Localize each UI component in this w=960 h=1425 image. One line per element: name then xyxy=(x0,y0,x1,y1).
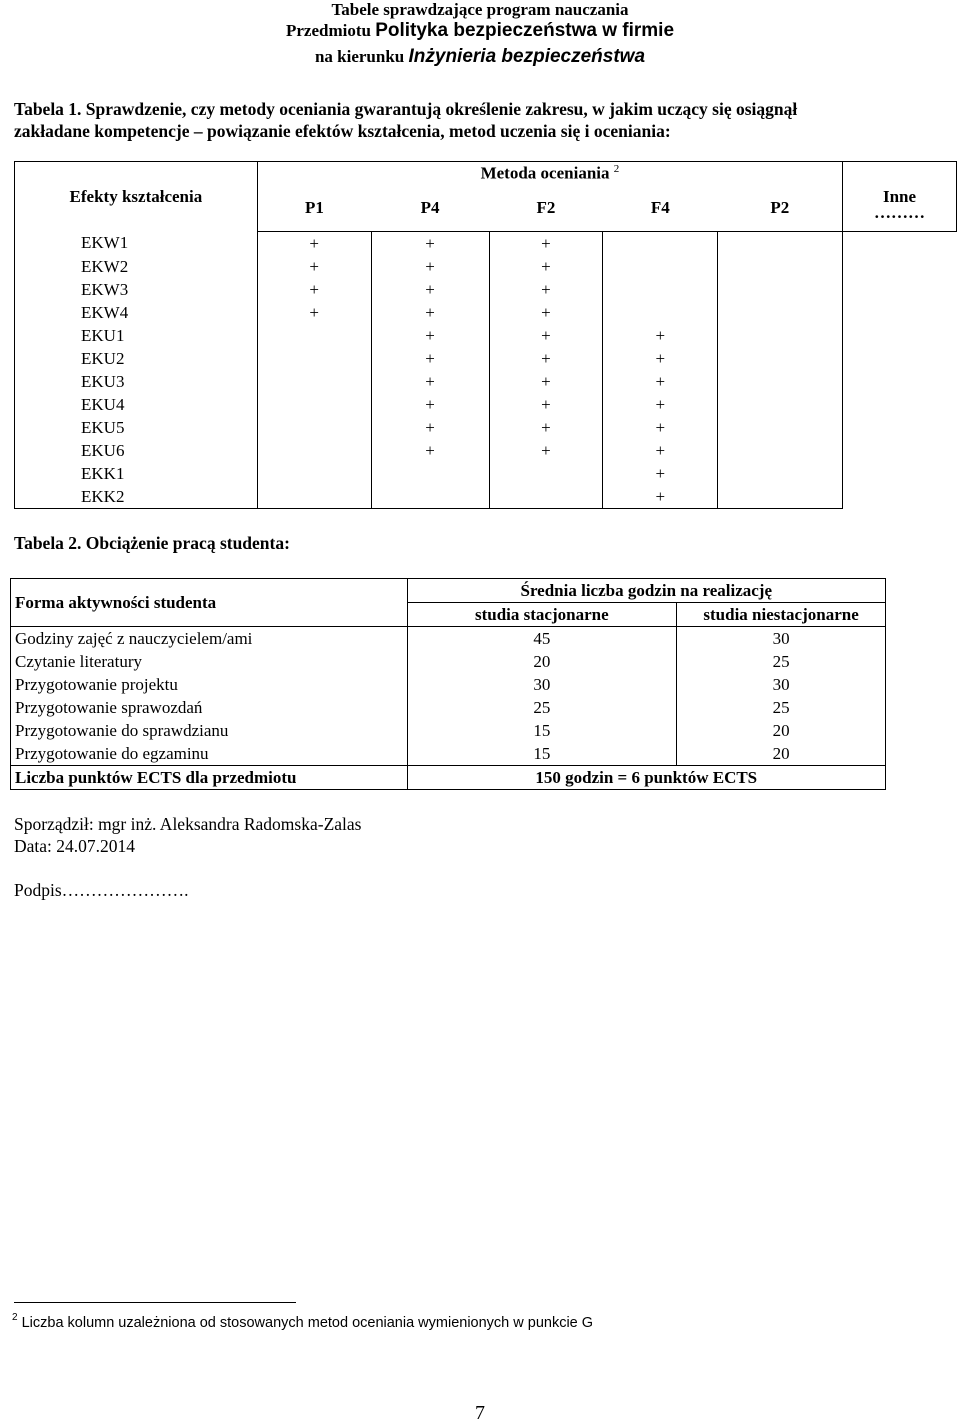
document-title: Tabele sprawdzające program nauczania xyxy=(331,0,629,19)
full-time-hours: 15 xyxy=(407,742,677,766)
method-mark: + xyxy=(489,278,603,301)
effect-row xyxy=(15,324,957,347)
full-time-hours: 30 xyxy=(407,673,677,696)
part-time-hours: 25 xyxy=(677,696,886,719)
method-header: P1 xyxy=(257,186,371,232)
part-time-hours: 30 xyxy=(677,673,886,696)
activity-label: Godziny zajęć z nauczycielem/ami xyxy=(11,627,408,651)
form-header: Forma aktywności studenta xyxy=(11,579,408,627)
assessment-methods-table xyxy=(14,161,957,509)
method-mark: + xyxy=(603,439,718,462)
method-mark xyxy=(603,255,718,278)
method-mark xyxy=(603,278,718,301)
method-mark: + xyxy=(257,301,371,324)
method-header: P2 xyxy=(718,186,843,232)
method-mark: + xyxy=(603,324,718,347)
full-time-header: studia stacjonarne xyxy=(407,603,677,627)
effect-row xyxy=(15,347,957,370)
method-group-header xyxy=(257,162,842,186)
table1-caption xyxy=(14,98,949,142)
method-mark: + xyxy=(603,370,718,393)
method-mark xyxy=(718,347,843,370)
date: Data: 24.07.2014 xyxy=(14,836,136,856)
effect-label: EKU1 xyxy=(15,324,258,347)
method-mark xyxy=(718,416,843,439)
method-mark: + xyxy=(489,370,603,393)
effect-row xyxy=(15,278,957,301)
part-time-hours: 25 xyxy=(677,650,886,673)
footnote-separator xyxy=(14,1302,296,1303)
footnote-text: Liczba kolumn uzależniona od stosowanych metod oceniania wymienionych w punkcie G xyxy=(21,1315,594,1331)
effect-row xyxy=(15,439,957,462)
method-mark: + xyxy=(489,324,603,347)
footnote xyxy=(12,1312,594,1331)
footnote-mark: 2 xyxy=(12,1312,18,1323)
method-mark xyxy=(371,485,489,509)
method-mark xyxy=(718,439,843,462)
method-mark xyxy=(718,232,843,256)
other-dots: ……… xyxy=(874,203,926,222)
field-line xyxy=(0,46,960,68)
hours-group-header: Średnia liczba godzin na realizację xyxy=(407,579,886,603)
method-header: F4 xyxy=(603,186,718,232)
method-group-label: Metoda oceniania xyxy=(480,164,610,184)
method-mark: + xyxy=(371,278,489,301)
prepared-by: Sporządził: mgr inż. Aleksandra Radomska-Zalas xyxy=(14,814,362,834)
page-number: 7 xyxy=(475,1402,485,1424)
method-mark xyxy=(718,255,843,278)
activity-label: Przygotowanie projektu xyxy=(11,673,408,696)
effect-label: EKK1 xyxy=(15,462,258,485)
full-time-hours: 20 xyxy=(407,650,677,673)
method-mark xyxy=(371,462,489,485)
method-mark: + xyxy=(371,324,489,347)
method-header: F2 xyxy=(489,186,603,232)
method-mark: + xyxy=(371,232,489,256)
activity-row xyxy=(11,719,886,742)
effect-label: EKU4 xyxy=(15,393,258,416)
activity-row xyxy=(11,627,886,651)
method-mark: + xyxy=(603,485,718,509)
workload-table xyxy=(10,578,886,790)
effect-label: EKW4 xyxy=(15,301,258,324)
method-mark xyxy=(603,301,718,324)
subject-prefix: Przedmiotu xyxy=(285,21,371,40)
method-mark: + xyxy=(603,462,718,485)
activity-row xyxy=(11,673,886,696)
subject-name: Polityka bezpieczeństwa w firmie xyxy=(375,20,675,41)
ects-total-label: Liczba punktów ECTS dla przedmiotu xyxy=(11,766,408,790)
method-mark xyxy=(489,462,603,485)
part-time-header: studia niestacjonarne xyxy=(677,603,886,627)
method-mark: + xyxy=(489,301,603,324)
method-mark xyxy=(603,232,718,256)
full-time-hours: 15 xyxy=(407,719,677,742)
activity-row xyxy=(11,696,886,719)
effect-row xyxy=(15,301,957,324)
method-mark: + xyxy=(489,393,603,416)
method-mark xyxy=(718,278,843,301)
method-mark: + xyxy=(489,255,603,278)
effects-header: Efekty kształcenia xyxy=(15,162,258,232)
method-mark xyxy=(718,324,843,347)
method-mark: + xyxy=(489,439,603,462)
effect-row xyxy=(15,232,957,256)
effect-row xyxy=(15,370,957,393)
method-mark xyxy=(257,324,371,347)
method-mark: + xyxy=(371,370,489,393)
method-mark: + xyxy=(489,347,603,370)
effect-label: EKU2 xyxy=(15,347,258,370)
field-prefix: na kierunku xyxy=(314,47,405,66)
effect-row xyxy=(15,485,957,509)
method-mark: + xyxy=(489,416,603,439)
activity-label: Przygotowanie sprawozdań xyxy=(11,696,408,719)
method-mark: + xyxy=(603,347,718,370)
effect-label: EKW2 xyxy=(15,255,258,278)
method-mark: + xyxy=(257,232,371,256)
field-name: Inżynieria bezpieczeństwa xyxy=(408,46,646,67)
activity-row xyxy=(11,742,886,766)
method-mark xyxy=(257,485,371,509)
effect-label: EKK2 xyxy=(15,485,258,509)
method-mark xyxy=(718,301,843,324)
method-mark xyxy=(489,485,603,509)
table1-caption-line1: Tabela 1. Sprawdzenie, czy metody oceniania gwarantują określenie zakresu, w jakim uczący się osiągnął xyxy=(14,99,798,119)
footnote-ref: 2 xyxy=(613,163,620,176)
activity-label: Przygotowanie do sprawdzianu xyxy=(11,719,408,742)
method-mark xyxy=(718,393,843,416)
activity-label: Czytanie literatury xyxy=(11,650,408,673)
effect-row xyxy=(15,255,957,278)
activity-label: Przygotowanie do egzaminu xyxy=(11,742,408,766)
method-mark: + xyxy=(371,439,489,462)
activity-row xyxy=(11,650,886,673)
full-time-hours: 25 xyxy=(407,696,677,719)
part-time-hours: 30 xyxy=(677,627,886,651)
method-mark xyxy=(257,347,371,370)
effect-label: EKW1 xyxy=(15,232,258,256)
method-mark xyxy=(257,462,371,485)
method-mark xyxy=(257,416,371,439)
method-mark: + xyxy=(603,393,718,416)
method-mark: + xyxy=(603,416,718,439)
full-time-hours: 45 xyxy=(407,627,677,651)
method-mark: + xyxy=(371,255,489,278)
method-mark xyxy=(718,370,843,393)
effect-label: EKW3 xyxy=(15,278,258,301)
table1-caption-line2: zakładane kompetencje – powiązanie efektów kształcenia, metod uczenia się i oceniania: xyxy=(14,121,671,141)
ects-total-value: 150 godzin = 6 punktów ECTS xyxy=(407,766,886,790)
part-time-hours: 20 xyxy=(677,719,886,742)
effect-label: EKU5 xyxy=(15,416,258,439)
table2-caption: Tabela 2. Obciążenie pracą studenta: xyxy=(14,533,290,553)
method-mark: + xyxy=(257,255,371,278)
part-time-hours: 20 xyxy=(677,742,886,766)
effect-row xyxy=(15,393,957,416)
effect-label: EKU3 xyxy=(15,370,258,393)
other-label: Inne xyxy=(882,187,917,206)
method-mark: + xyxy=(257,278,371,301)
method-mark: + xyxy=(489,232,603,256)
method-mark xyxy=(257,439,371,462)
signature: Podpis…………………. xyxy=(14,880,189,900)
method-mark: + xyxy=(371,393,489,416)
effect-row xyxy=(15,462,957,485)
method-mark xyxy=(718,462,843,485)
method-mark xyxy=(718,485,843,509)
method-mark: + xyxy=(371,416,489,439)
method-header: P4 xyxy=(371,186,489,232)
other-methods-header xyxy=(843,162,957,232)
method-mark xyxy=(257,370,371,393)
subject-line xyxy=(0,20,960,42)
method-mark xyxy=(257,393,371,416)
effect-row xyxy=(15,416,957,439)
effect-label: EKU6 xyxy=(15,439,258,462)
method-mark: + xyxy=(371,347,489,370)
method-mark: + xyxy=(371,301,489,324)
